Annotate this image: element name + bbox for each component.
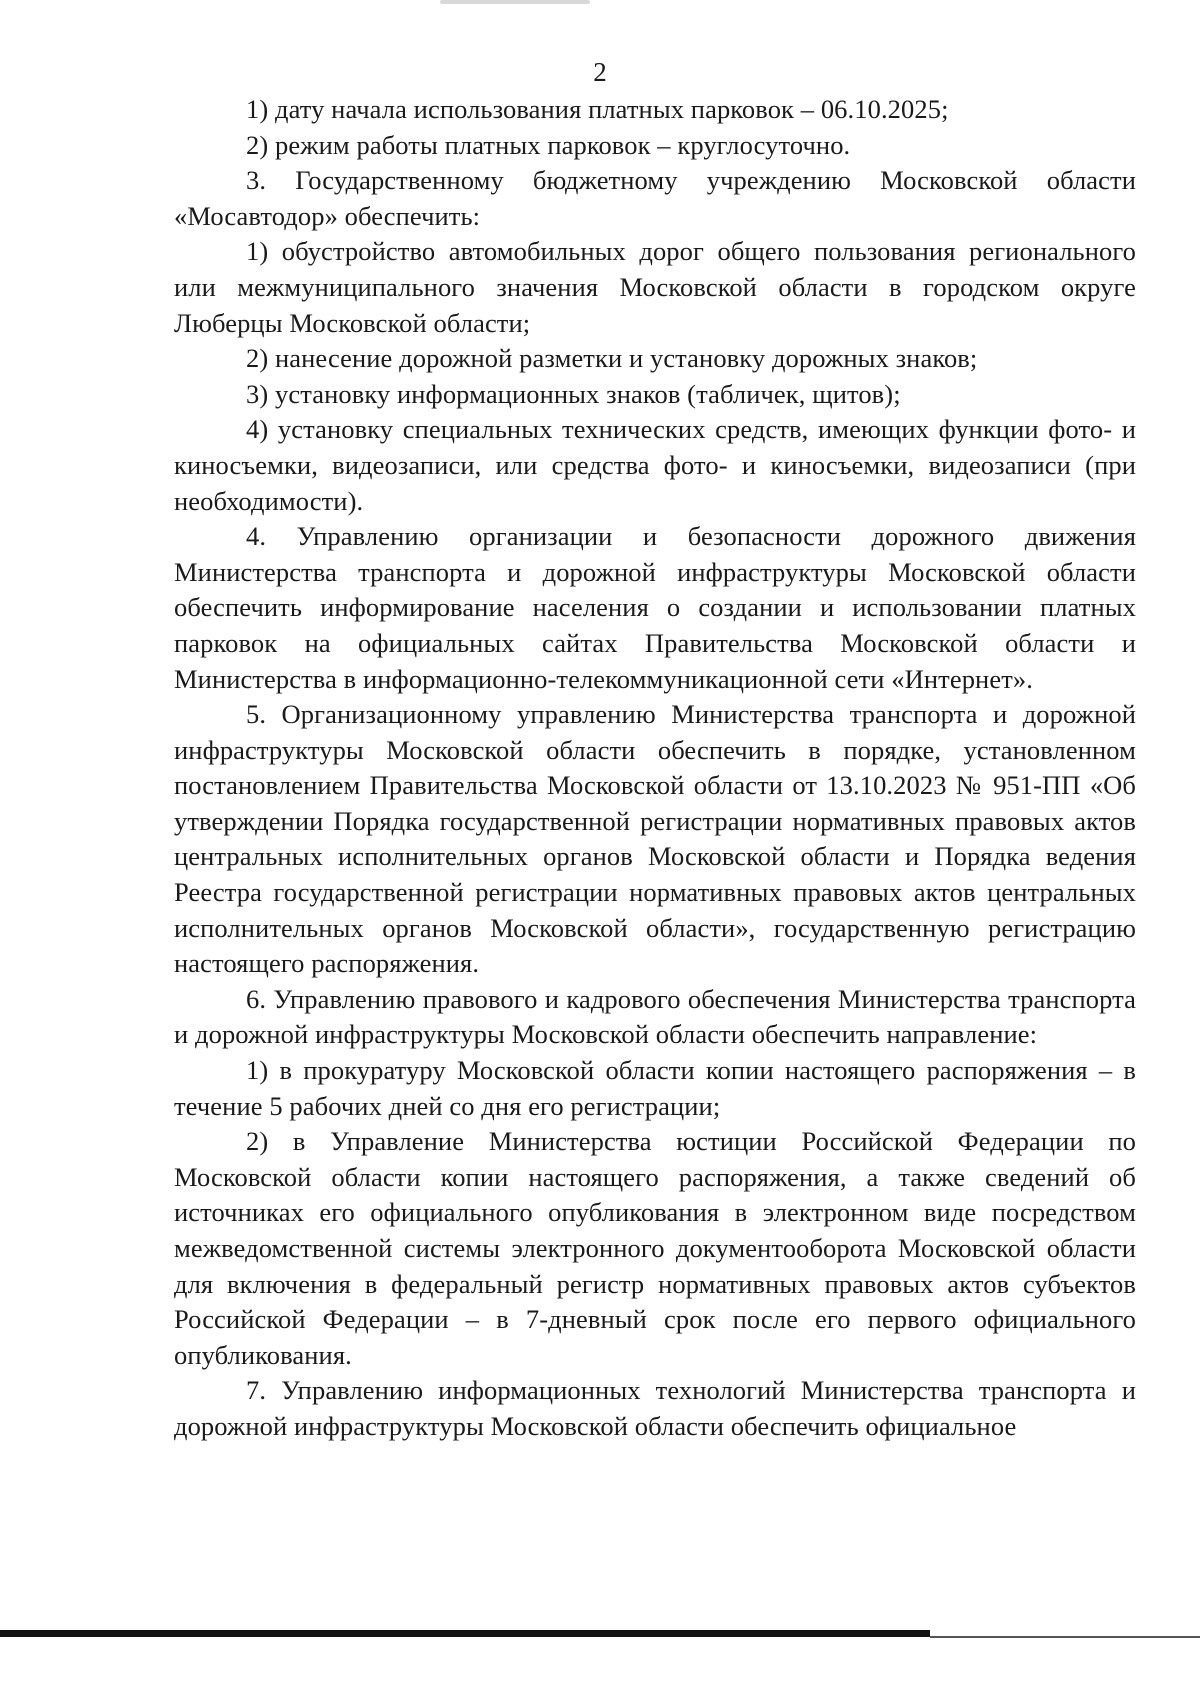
paragraph-item-4: 4) установку специальных технических средств, имеющих функции фото- и киносъемки, видеозаписи, или средства фото- и киносъемки, видеозаписи (при необходимости).	[174, 414, 1136, 516]
paragraph-clause-3: 3. Государственному бюджетному учреждению Московской области «Мосавтодор» обеспечить:	[174, 165, 1136, 231]
paragraph-clause-6: 6. Управлению правового и кадрового обеспечения Министерства транспорта и дорожной инфраструктуры Московской области обеспечить направление:	[174, 983, 1136, 1050]
page-number: 2	[593, 57, 607, 87]
scan-edge-line-thin	[930, 1636, 1200, 1638]
paragraph-item-1: 1) дату начала использования платных парковок – 06.10.2025;	[246, 94, 949, 124]
paragraph-item-2: 2) режим работы платных парковок – круглосуточно.	[246, 129, 851, 160]
paragraph-item-2: 2) нанесение дорожной разметки и установку дорожных знаков;	[246, 343, 978, 374]
document-body	[174, 92, 1136, 1445]
paragraph-clause-7: 7. Управлению информационных технологий Министерства транспорта и дорожной инфраструктуры Московской области обеспечить официальное	[174, 1375, 1136, 1441]
paragraph-item-1: 1) в прокуратуру Московской области копии настоящего распоряжения – в течение 5 рабочих дней со дня его регистрации;	[174, 1055, 1136, 1121]
paragraph-clause-5: 5. Организационному управлению Министерства транспорта и дорожной инфраструктуры Московской области обеспечить в порядке, установленном постановлением Правительства Московской области от 13.10.2023 № 951-ПП «Об утверждении Порядка государственной регистрации нормативных правовых актов центральных исполнительных органов Московской области и Порядка ведения Реестра государственной регистрации нормативных правовых актов центральных исполнительных органов Московской области», государственную регистрацию настоящего распоряжения.	[174, 699, 1136, 979]
paragraph-clause-4: 4. Управлению организации и безопасности дорожного движения Министерства транспорта и дорожной инфраструктуры Московской области обеспечить информирование населения о создании и использовании платных парковок на официальных сайтах Правительства Московской области и Министерства в информационно-телекоммуникационной сети «Интернет».	[174, 521, 1136, 694]
scan-artifact	[440, 0, 590, 4]
paragraph-item-1: 1) обустройство автомобильных дорог общего пользования регионального или межмуниципального значения Московской области в городском округе Люберцы Московской области;	[174, 236, 1136, 338]
paragraph-item-2: 2) в Управление Министерства юстиции Российской Федерации по Московской области копии настоящего распоряжения, а также сведений об источниках его официального опубликования в электронном виде посредством межведомственной системы электронного документооборота Московской области для включения в федеральный регистр нормативных правовых актов субъектов Российской Федерации – в 7-дневный срок после его первого официального опубликования.	[174, 1126, 1136, 1370]
scan-edge-line	[0, 1630, 930, 1637]
paragraph-item-3: 3) установку информационных знаков (табличек, щитов);	[246, 378, 901, 409]
